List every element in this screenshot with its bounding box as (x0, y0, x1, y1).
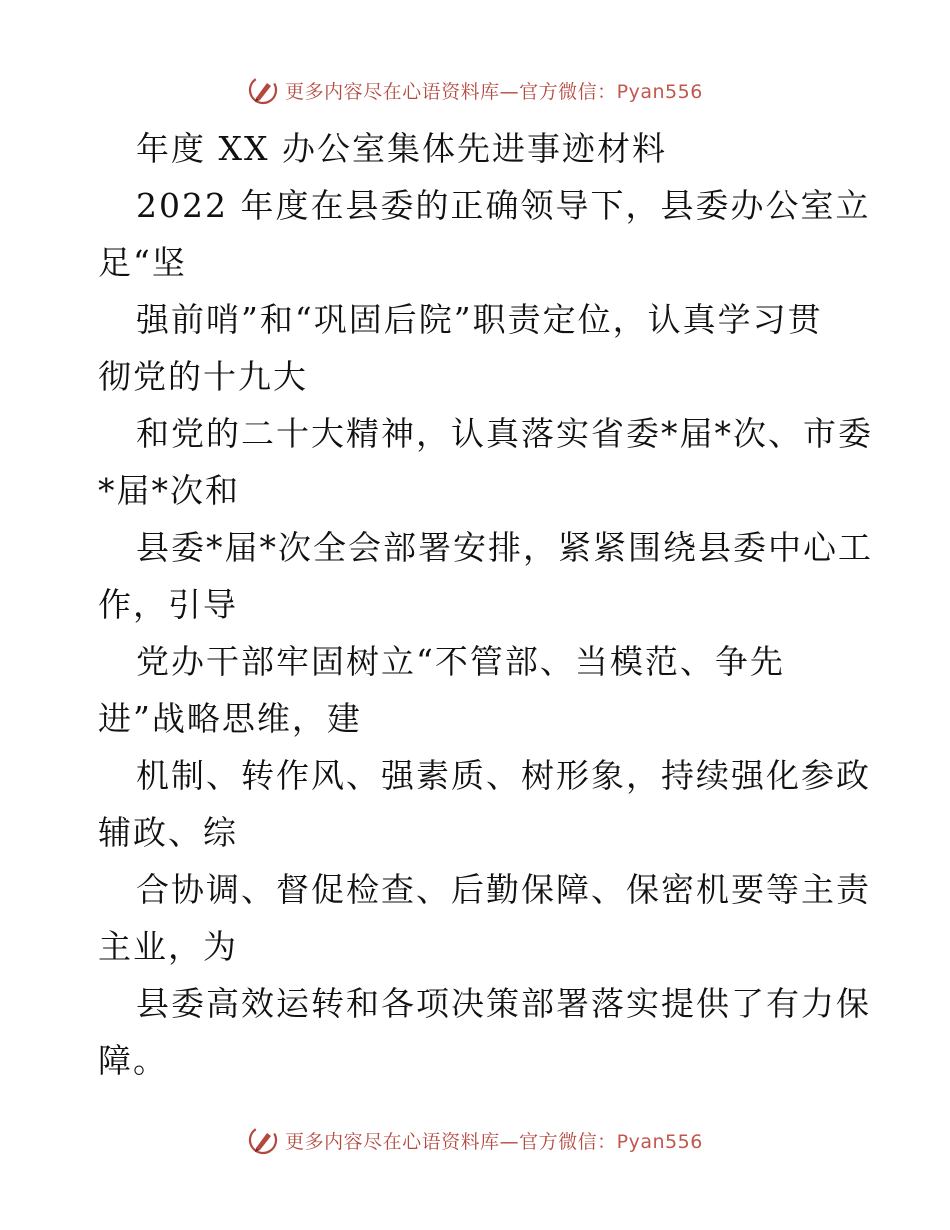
watermark-text (285, 77, 703, 104)
paragraph-line: 年度 XX 办公室集体先进事迹材料 (136, 129, 667, 168)
header-watermark (0, 70, 950, 110)
paragraph-line: *届*次和 (98, 471, 240, 510)
watermark-slogan: 更多内容尽在心语资料库—官方微信： (285, 1130, 617, 1153)
paragraph-line: 辅政、综 (98, 813, 238, 852)
pen-logo-icon (247, 1124, 279, 1156)
watermark-wechat-id: Pyan556 (616, 1130, 703, 1153)
paragraph-line: 和党的二十大精神，认真落实省委*届*次、市委 (136, 414, 873, 453)
watermark-wechat-id: Pyan556 (616, 80, 703, 103)
watermark-slogan: 更多内容尽在心语资料库—官方微信： (285, 80, 617, 103)
paragraph-line: 障。 (98, 1041, 168, 1080)
paragraph-line: 县委高效运转和各项决策部署落实提供了有力保 (136, 984, 871, 1023)
paragraph-line: 合协调、督促检查、后勤保障、保密机要等主责 (136, 870, 871, 909)
paragraph-line: 强前哨”和“巩固后院”职责定位，认真学习贯 (136, 300, 823, 339)
paragraph-line: 2022 年度在县委的正确领导下，县委办公室立 (136, 186, 871, 225)
paragraph-line: 作，引导 (98, 585, 238, 624)
paragraph-line: 足“坚 (98, 243, 187, 282)
paragraph-line: 进”战略思维，建 (98, 699, 362, 738)
paragraph-line: 县委*届*次全会部署安排，紧紧围绕县委中心工 (136, 528, 873, 567)
paragraph-line: 主业，为 (98, 927, 238, 966)
paragraph-line: 党办干部牢固树立“不管部、当模范、争先 (136, 642, 785, 681)
paragraph-line: 机制、转作风、强素质、树形象，持续强化参政 (136, 756, 871, 795)
document-body (98, 120, 873, 1089)
watermark-text (285, 1127, 703, 1154)
pen-logo-icon (247, 74, 279, 106)
footer-watermark (0, 1120, 950, 1160)
paragraph-line: 彻党的十九大 (98, 357, 308, 396)
